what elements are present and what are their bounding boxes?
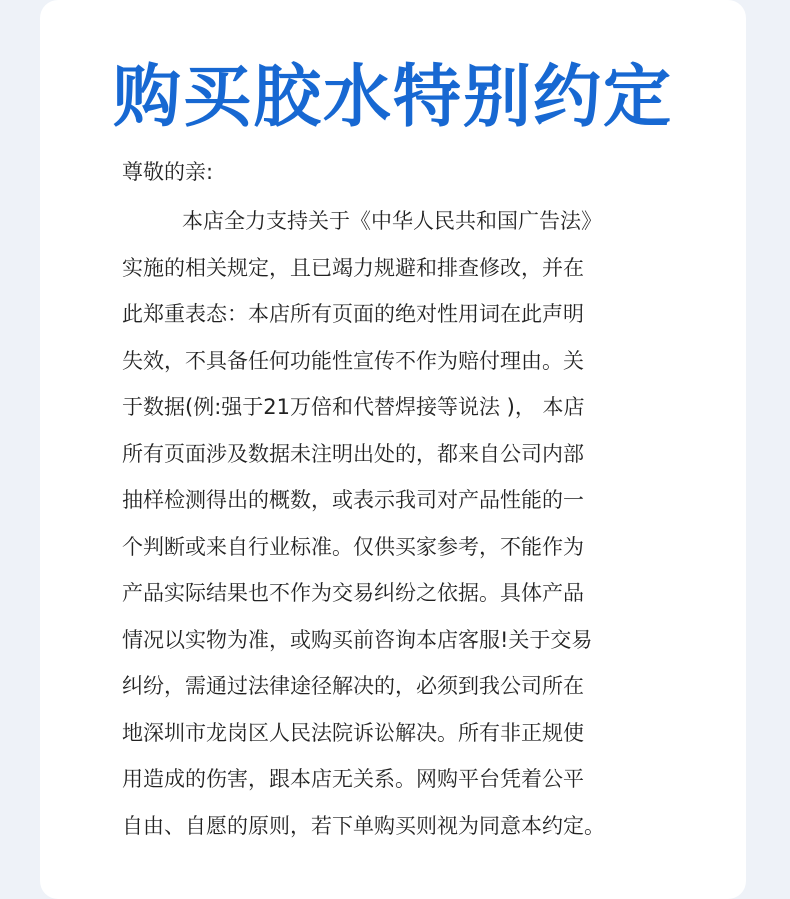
body-line: 个判断或来自行业标准。仅供买家参考，不能作为: [122, 534, 584, 559]
body-line: 纠纷，需通过法律途径解决的，必须到我公司所在: [122, 674, 584, 698]
body-line: 用造成的伤害，跟本店无关系。网购平台凭着公平: [122, 767, 584, 791]
body-line: 产品实际结果也不作为交易纠纷之依据。具体产品: [122, 581, 584, 605]
body-line: 所有页面涉及数据未注明出处的，都来自公司内部: [122, 441, 584, 466]
body-line: 实施的相关规定，且已竭力规避和排查修改，并在: [122, 255, 584, 280]
body-line: 本店全力支持关于《中华人民共和国广告法》: [182, 209, 602, 233]
salutation: 尊敬的亲:: [122, 160, 214, 184]
body-line: 此郑重表态：本店所有页面的绝对性用词在此声明: [122, 302, 584, 326]
body-line: 情况以实物为准，或购买前咨询本店客服!关于交易: [122, 627, 593, 652]
body-line: 地深圳市龙岗区人民法院诉讼解决。所有非正规使: [122, 720, 584, 745]
notice-page: [40, 0, 746, 899]
body-line: 自由、自愿的原则，若下单购买则视为同意本约定。: [122, 813, 605, 838]
page-title: 购买胶水特别约定: [112, 58, 673, 137]
notice-body: [122, 198, 662, 849]
body-line: 抽样检测得出的概数，或表示我司对产品性能的一: [122, 488, 584, 512]
body-line: 失效，不具备任何功能性宣传不作为赔付理由。关: [122, 348, 584, 373]
body-line: 于数据(例:强于21万倍和代替焊接等说法 )， 本店: [122, 395, 585, 419]
